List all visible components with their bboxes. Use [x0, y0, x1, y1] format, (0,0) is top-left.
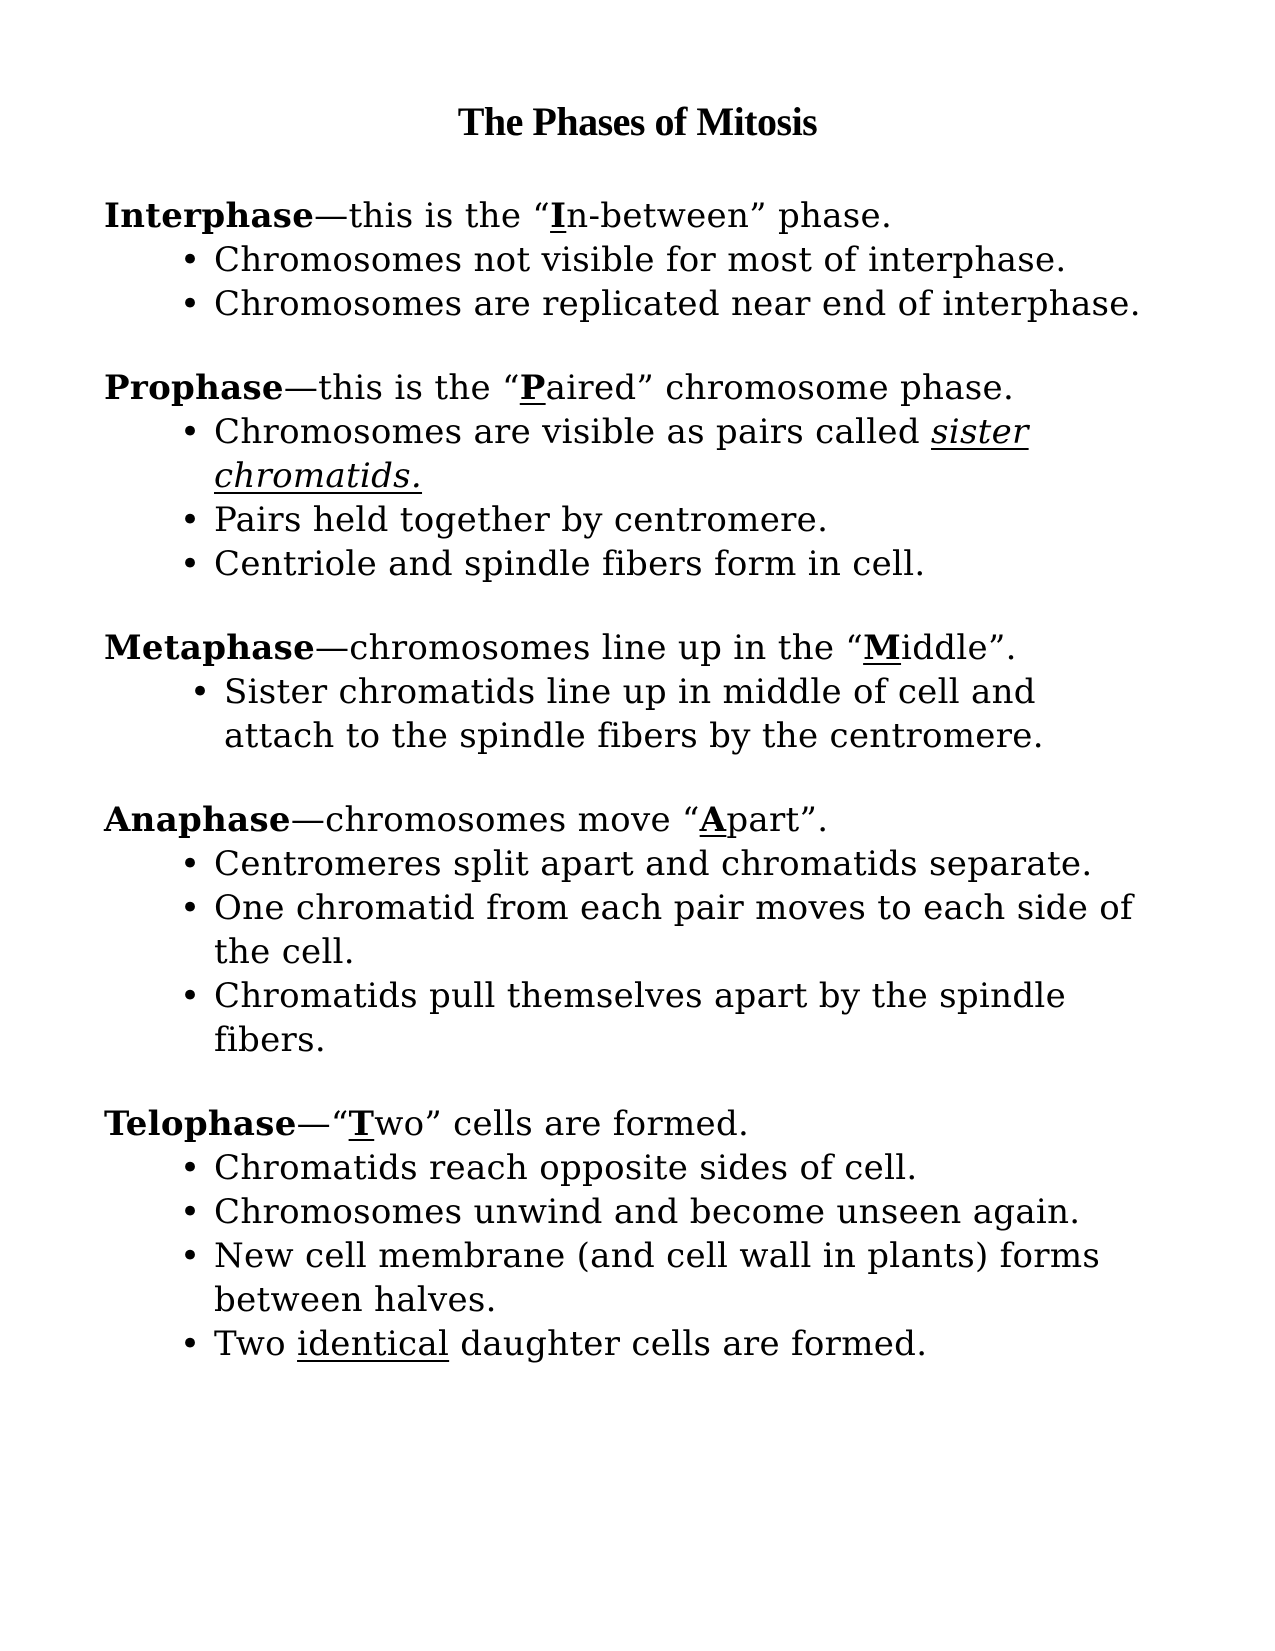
chromatids-term: chromatids.	[214, 456, 423, 496]
bullet-icon: •	[180, 544, 201, 584]
prophase-desc-post: aired” chromosome phase.	[545, 368, 1015, 408]
bullet-icon: •	[180, 1192, 201, 1232]
list-item	[180, 974, 1224, 1062]
list-item	[180, 886, 1224, 974]
bullet-icon: •	[180, 1236, 201, 1276]
list-item-text: Chromosomes not visible for most of interphase.	[214, 240, 1067, 280]
prophase-term: Prophase	[104, 368, 284, 408]
metaphase-mnemonic-letter: M	[863, 628, 902, 668]
interphase-heading	[104, 194, 1224, 238]
anaphase-bullet-list	[104, 842, 1224, 1062]
list-item-text: Chromatids pull themselves apart by the spindle	[214, 976, 1067, 1016]
prophase-bullet-list	[104, 410, 1224, 586]
list-item-text: Chromosomes unwind and become unseen again.	[214, 1192, 1081, 1232]
list-item	[180, 1190, 1224, 1234]
list-item-text-continued: fibers.	[214, 1020, 326, 1060]
page-title: The Phases of Mitosis	[457, 99, 818, 144]
list-item-text: New cell membrane (and cell wall in plants) forms	[214, 1236, 1101, 1276]
metaphase-term: Metaphase	[104, 628, 315, 668]
telophase-desc-pre: —“	[296, 1104, 349, 1144]
list-item-text: Two	[214, 1324, 298, 1364]
identical-term: identical	[297, 1324, 450, 1364]
section-interphase	[104, 194, 1224, 326]
list-item-text: Chromatids reach opposite sides of cell.	[214, 1148, 918, 1188]
list-item-text: Pairs held together by centromere.	[214, 500, 829, 540]
bullet-icon: •	[180, 1324, 201, 1364]
list-item-text: Centriole and spindle fibers form in cell.	[214, 544, 926, 584]
section-anaphase	[104, 798, 1224, 1062]
list-item	[180, 1322, 1224, 1366]
list-item-text-continued: attach to the spindle fibers by the centromere.	[224, 716, 1044, 756]
sister-term: sister	[931, 412, 1029, 452]
list-item	[180, 282, 1224, 326]
list-item	[180, 1146, 1224, 1190]
list-item-text-continued: between halves.	[214, 1280, 497, 1320]
metaphase-bullet-list	[104, 670, 1224, 758]
anaphase-term: Anaphase	[104, 800, 291, 840]
list-item	[180, 238, 1224, 282]
bullet-icon: •	[180, 240, 201, 280]
bullet-icon: •	[180, 284, 201, 324]
list-item	[180, 410, 1224, 498]
prophase-mnemonic-letter: P	[519, 368, 546, 408]
telophase-bullet-list	[104, 1146, 1224, 1366]
list-item	[180, 842, 1224, 886]
metaphase-desc-pre: —chromosomes line up in the “	[315, 628, 864, 668]
list-item-text: Sister chromatids line up in middle of cell and	[224, 672, 1036, 712]
bullet-icon: •	[180, 1148, 201, 1188]
list-item-text: Chromosomes are visible as pairs called	[214, 412, 932, 452]
list-item-text-continued: the cell.	[214, 932, 355, 972]
anaphase-desc-pre: —chromosomes move “	[290, 800, 700, 840]
list-item	[190, 670, 1224, 758]
section-prophase	[104, 366, 1224, 586]
anaphase-desc-post: part”.	[726, 800, 829, 840]
telophase-term: Telophase	[104, 1104, 297, 1144]
list-item-text: One chromatid from each pair moves to each side of	[214, 888, 1133, 928]
list-item-text-end: daughter cells are formed.	[449, 1324, 928, 1364]
list-item	[180, 498, 1224, 542]
document-body	[104, 194, 1224, 1406]
section-metaphase	[104, 626, 1224, 758]
interphase-mnemonic-letter: I	[550, 196, 567, 236]
interphase-term: Interphase	[104, 196, 315, 236]
bullet-icon: •	[180, 976, 201, 1016]
interphase-desc-pre: —this is the “	[314, 196, 551, 236]
telophase-desc-post: wo” cells are formed.	[374, 1104, 750, 1144]
metaphase-desc-post: iddle”.	[901, 628, 1017, 668]
list-item-text: Chromosomes are replicated near end of interphase.	[214, 284, 1141, 324]
list-item	[180, 1234, 1224, 1322]
prophase-desc-pre: —this is the “	[283, 368, 520, 408]
bullet-icon: •	[180, 844, 201, 884]
anaphase-mnemonic-letter: A	[699, 800, 727, 840]
metaphase-heading	[104, 626, 1224, 670]
list-item-text: Centromeres split apart and chromatids separate.	[214, 844, 1093, 884]
interphase-bullet-list	[104, 238, 1224, 326]
telophase-heading	[104, 1102, 1224, 1146]
bullet-icon: •	[180, 500, 201, 540]
section-telophase	[104, 1102, 1224, 1366]
list-item	[180, 542, 1224, 586]
bullet-icon: •	[190, 672, 211, 712]
interphase-desc-post: n-between” phase.	[566, 196, 893, 236]
bullet-icon: •	[180, 888, 201, 928]
prophase-heading	[104, 366, 1224, 410]
bullet-icon: •	[180, 412, 201, 452]
telophase-mnemonic-letter: T	[348, 1104, 375, 1144]
anaphase-heading	[104, 798, 1224, 842]
